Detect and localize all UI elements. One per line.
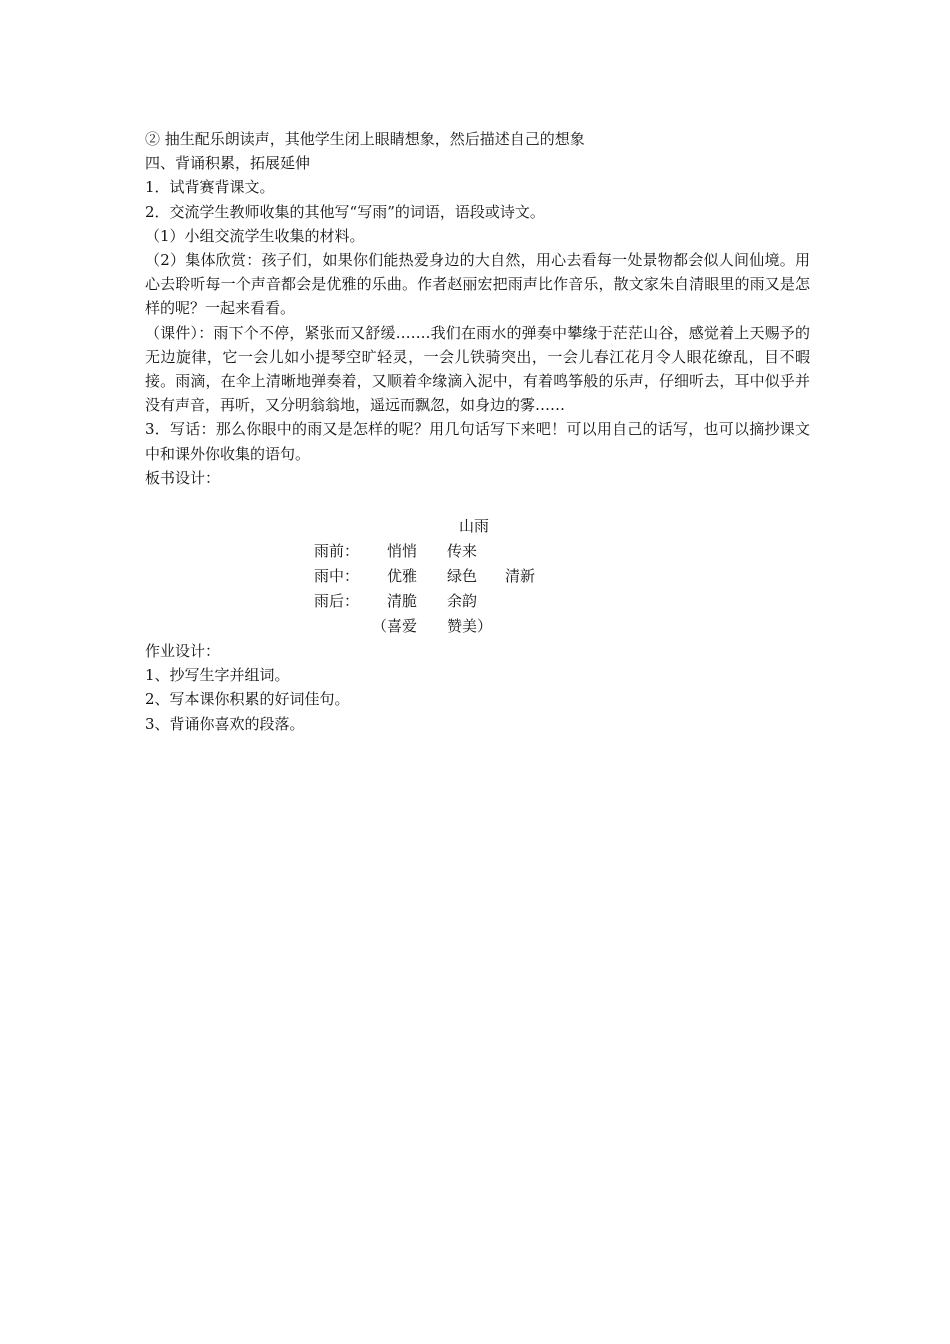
board-word: 清新 <box>505 566 536 585</box>
paragraph-writing: 3．写话：那么你眼中的雨又是怎样的呢？用几句话写下来吧！可以用自己的话写，也可以摘抄课文中和课外你收集的语句。 <box>145 420 810 463</box>
text-line-recite-contest: 1．试背赛背课文。 <box>145 178 275 197</box>
blackboard-design <box>145 514 810 639</box>
board-row-label: 雨中： <box>314 566 360 585</box>
board-design-heading: 板书设计： <box>145 468 221 487</box>
board-word: 传来 <box>447 541 478 560</box>
blank-line <box>145 490 810 514</box>
text-line-exchange: 2．交流学生教师收集的其他写“写雨”的词语，语段或诗文。 <box>145 202 545 221</box>
board-row-label: 雨后： <box>314 591 360 610</box>
paragraph-courseware: （课件）：雨下个不停，紧张而又舒缓…….我们在雨水的弹奏中攀缘于茫茫山谷，感觉着上天赐予的无边旋律，它一会儿如小提琴空旷轻灵，一会儿铁骑突出，一会儿春江花月令人眼花缭乱，目不暇接。雨滴，在伞上清晰地弹奏着，又顺着伞缘滴入泥中，有着鸣筝般的乐声，仔细听去，耳中似乎并没有声音，再听，又分明翁翁地，遥远而飘忽，如身边的雾…… <box>145 323 810 415</box>
document-page <box>145 127 810 736</box>
homework-item: 2、写本课你积累的好词佳句。 <box>145 690 350 709</box>
board-word: 清脆 <box>387 591 418 610</box>
board-footer-right: 赞美） <box>447 616 493 635</box>
board-word: 优雅 <box>387 566 418 585</box>
homework-heading: 作业设计： <box>145 641 221 660</box>
section-heading-recite: 四、背诵积累，拓展延伸 <box>145 154 311 173</box>
board-row-label: 雨前： <box>314 541 360 560</box>
homework-item: 1、抄写生字并组词。 <box>145 666 290 685</box>
board-word: 绿色 <box>447 566 478 585</box>
board-title: 山雨 <box>459 516 490 535</box>
paragraph-appreciation: （2）集体欣赏：孩子们，如果你们能热爱身边的大自然，用心去看每一处景物都会似人间仙境。用心去聆听每一个声音都会是优雅的乐曲。作者赵丽宏把雨声比作音乐，散文家朱自清眼里的雨又是怎样的呢？一起来看看。 <box>145 250 810 318</box>
homework-item: 3、背诵你喜欢的段落。 <box>145 714 305 733</box>
board-word: 悄悄 <box>387 541 418 560</box>
board-footer-left: （喜爱 <box>372 616 418 635</box>
text-line-group-exchange: （1）小组交流学生收集的材料。 <box>145 226 365 245</box>
text-line-read-aloud: ② 抽生配乐朗读声，其他学生闭上眼睛想象，然后描述自己的想象 <box>145 130 585 148</box>
board-word: 余韵 <box>447 591 478 610</box>
